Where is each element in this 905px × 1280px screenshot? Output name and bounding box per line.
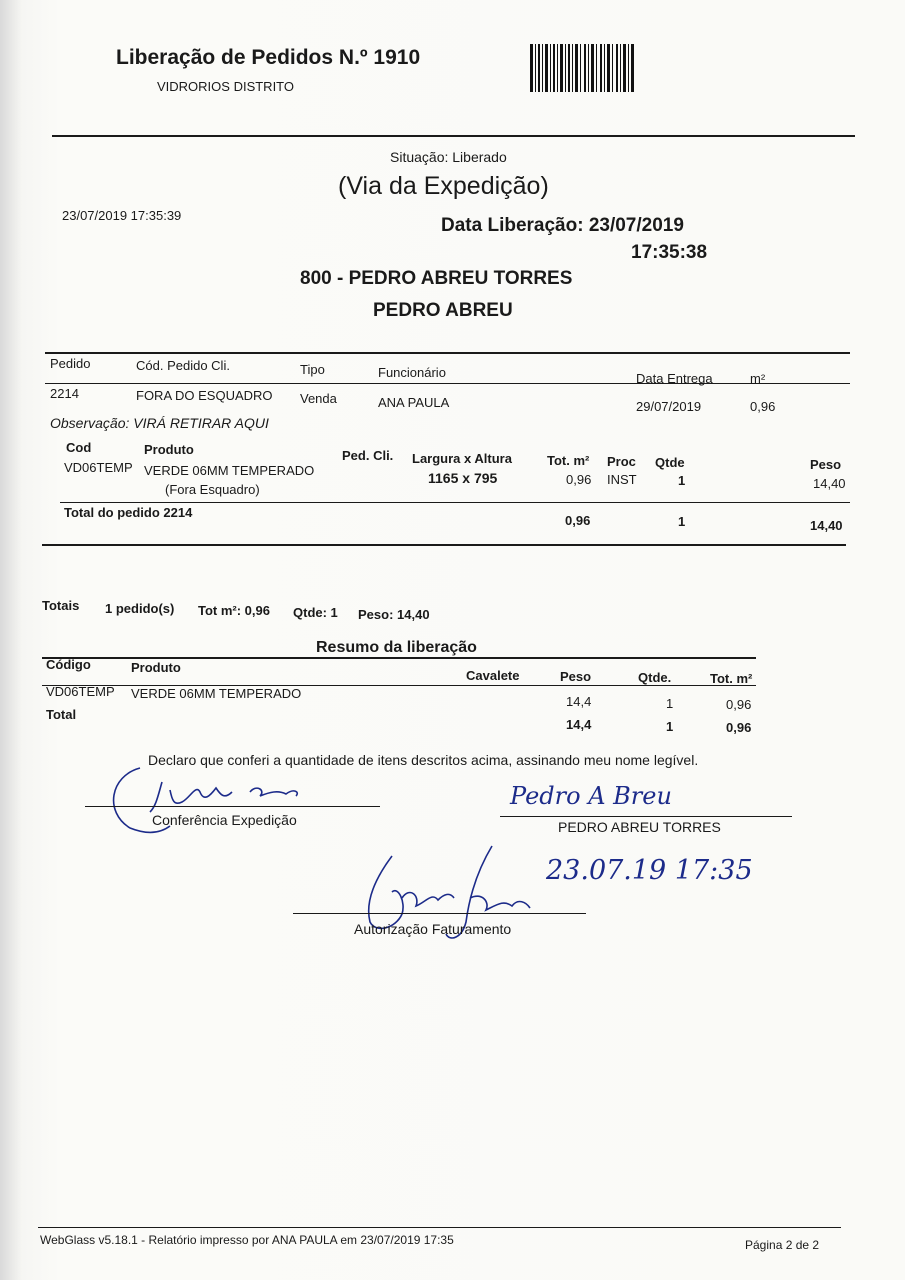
client-name: PEDRO ABREU <box>373 300 513 321</box>
order-table-top-line <box>45 352 850 354</box>
col-cod: Cod <box>66 440 92 455</box>
order-table-bottom-line <box>42 544 846 546</box>
header-divider <box>52 135 855 137</box>
observacao-label: Observação: <box>50 415 130 431</box>
summary-title: Resumo da liberação <box>316 639 477 656</box>
client-line: 800 - PEDRO ABREU TORRES <box>300 268 573 289</box>
order-funcionario-value: ANA PAULA <box>378 395 450 410</box>
footer-printed-by: WebGlass v5.18.1 - Relatório impresso por ANA PAULA em 23/07/2019 17:35 <box>40 1233 454 1247</box>
summary-col-tot-m2: Tot. m² <box>710 671 753 686</box>
order-data-entrega-value: 29/07/2019 <box>636 399 702 414</box>
order-total-peso: 14,40 <box>810 518 843 533</box>
summary-row-qtde: 1 <box>666 696 674 711</box>
order-total-qtde: 1 <box>678 514 686 529</box>
summary-top-line <box>42 657 756 659</box>
col-m2: m² <box>750 371 766 386</box>
declaration-text: Declaro que conferi a quantidade de itens descritos acima, assinando meu nome legível. <box>148 752 699 768</box>
order-pedido-value: 2214 <box>50 386 79 401</box>
document-title: Liberação de Pedidos N.º 1910 <box>116 46 421 69</box>
col-ped-cli: Ped. Cli. <box>342 448 394 463</box>
col-data-entrega: Data Entrega <box>636 371 713 386</box>
item-produto: VERDE 06MM TEMPERADO <box>144 463 315 478</box>
totals-pedidos: 1 pedido(s) <box>105 601 175 616</box>
company-name: VIDRORIOS DISTRITO <box>157 79 294 94</box>
totals-qtde: Qtde: 1 <box>293 605 338 620</box>
observacao-value: VIRÁ RETIRAR AQUI <box>133 415 269 431</box>
item-tot-m2: 0,96 <box>566 472 592 487</box>
summary-col-codigo: Código <box>46 657 91 672</box>
order-m2-value: 0,96 <box>750 399 776 414</box>
order-table-header-line <box>45 383 850 384</box>
client-signature-line <box>500 816 792 817</box>
via-title: (Via da Expedição) <box>338 172 549 200</box>
client-handwritten-signature: Pedro A Breu <box>510 782 672 810</box>
situation-text: Situação: Liberado <box>390 149 507 165</box>
col-cod-pedido-cli: Cód. Pedido Cli. <box>136 358 230 373</box>
release-time: 17:35:38 <box>631 242 708 263</box>
release-date: Data Liberação: 23/07/2019 <box>441 215 684 236</box>
col-produto: Produto <box>144 442 194 457</box>
summary-col-cavalete: Cavalete <box>466 668 520 683</box>
handwritten-date: 23.07.19 17:35 <box>546 855 753 886</box>
totals-peso: Peso: 14,40 <box>358 607 430 622</box>
summary-total-qtde: 1 <box>666 719 674 734</box>
conferencia-signature-line <box>85 806 380 807</box>
order-total-m2: 0,96 <box>565 513 591 528</box>
conferencia-label: Conferência Expedição <box>152 812 297 828</box>
summary-row-produto: VERDE 06MM TEMPERADO <box>131 686 302 701</box>
totals-label: Totais <box>42 598 80 613</box>
summary-row-tot-m2: 0,96 <box>726 697 752 712</box>
item-proc: INST <box>607 472 637 487</box>
item-peso: 14,40 <box>813 476 846 491</box>
authorization-signature-line <box>293 913 586 914</box>
summary-col-peso: Peso <box>560 669 592 684</box>
footer-divider <box>38 1227 841 1228</box>
items-total-top-line <box>60 502 850 503</box>
client-signature-label: PEDRO ABREU TORRES <box>558 819 721 835</box>
summary-col-qtde: Qtde. <box>638 670 672 685</box>
col-tot-m2: Tot. m² <box>547 453 590 468</box>
summary-row-peso: 14,4 <box>566 694 592 709</box>
summary-total-label: Total <box>46 707 77 722</box>
totals-tot-m2: Tot m²: 0,96 <box>198 603 270 618</box>
col-qtde: Qtde <box>655 455 685 470</box>
order-tipo-value: Venda <box>300 391 337 406</box>
observacao-line <box>50 415 269 431</box>
item-cod: VD06TEMP <box>64 460 133 475</box>
item-qtde: 1 <box>678 473 686 488</box>
col-funcionario: Funcionário <box>378 365 446 380</box>
footer-page-number: Página 2 de 2 <box>745 1238 820 1252</box>
print-timestamp: 23/07/2019 17:35:39 <box>62 208 182 223</box>
summary-row-codigo: VD06TEMP <box>46 684 115 699</box>
col-tipo: Tipo <box>300 362 325 377</box>
autorizacao-label: Autorização Faturamento <box>354 921 512 937</box>
col-largura-altura: Largura x Altura <box>412 451 512 466</box>
col-pedido: Pedido <box>50 356 91 371</box>
order-cod-cli-value: FORA DO ESQUADRO <box>136 388 273 403</box>
summary-total-m2: 0,96 <box>726 720 752 735</box>
summary-col-produto: Produto <box>131 660 181 675</box>
col-proc: Proc <box>607 454 636 469</box>
barcode-icon <box>530 44 634 92</box>
order-total-label: Total do pedido 2214 <box>64 505 193 520</box>
item-largura-altura: 1165 x 795 <box>428 470 498 486</box>
col-peso: Peso <box>810 457 842 472</box>
item-produto-obs: (Fora Esquadro) <box>165 482 260 497</box>
summary-total-peso: 14,4 <box>566 717 592 732</box>
